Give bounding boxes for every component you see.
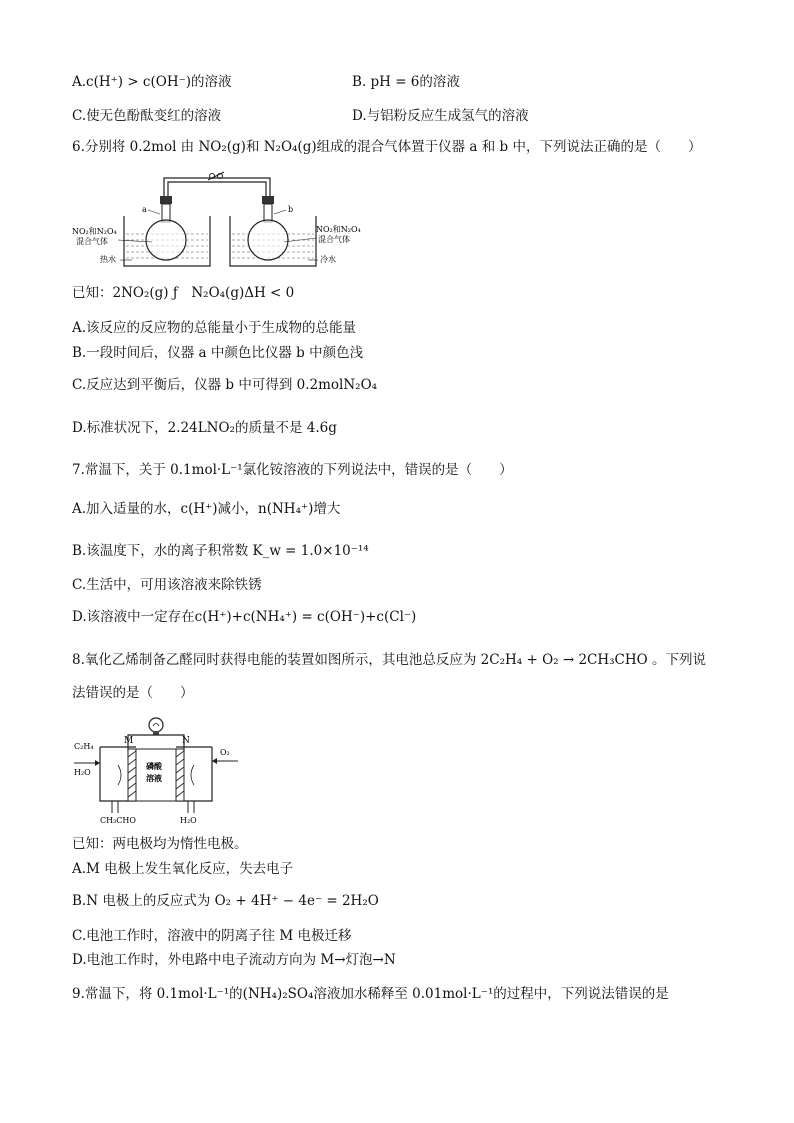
inlet-o2-label: O₂ xyxy=(220,748,230,757)
q5-option-a: A.c(H⁺) > c(OH⁻)的溶液 xyxy=(72,74,232,90)
q6-option-a: A.该反应的反应物的总能量小于生成物的总能量 xyxy=(72,320,357,336)
q5-option-c: C.使无色酚酞变红的溶液 xyxy=(72,108,222,124)
q8-figure xyxy=(72,713,242,825)
left-gas-label: NO₂和N₂O₄ xyxy=(72,227,117,236)
right-water-label: 冷水 xyxy=(320,255,336,264)
outlet-ch3cho-label: CH₃CHO xyxy=(100,816,136,825)
q9-stem: 9.常温下，将 0.1mol·L⁻¹的(NH₄)₂SO₄溶液加水稀释至 0.01mol·L⁻¹的过程中，下列说法错误的是 xyxy=(72,986,669,1002)
electrode-m-label: M xyxy=(124,736,134,746)
q6-known: 已知：2NO₂(g) ƒ N₂O₄(g)ΔH < 0 xyxy=(72,285,295,301)
q8-stem-line1: 8.氧化乙烯制备乙醛同时获得电能的装置如图所示，其电池总反应为 2C₂H₄ + O₂ → 2CH₃CHO 。下列说 xyxy=(72,652,707,668)
q7-option-b: B.该温度下，水的离子积常数 K_w = 1.0×10⁻¹⁴ xyxy=(72,543,369,559)
inlet-c2h4-label: C₂H₄ xyxy=(74,742,94,751)
q6-option-c: C.反应达到平衡后，仪器 b 中可得到 0.2molN₂O₄ xyxy=(72,377,378,393)
q5-option-b: B. pH = 6的溶液 xyxy=(352,74,460,90)
light-bulb-icon xyxy=(149,718,163,735)
right-gas-label: NO₂和N₂O₄ xyxy=(316,225,361,234)
electrolyte-label1: 磷酸 xyxy=(146,761,162,771)
q6-option-b: B.一段时间后，仪器 a 中颜色比仪器 b 中颜色浅 xyxy=(72,345,364,361)
q5-option-d: D.与铝粉反应生成氢气的溶液 xyxy=(352,108,529,124)
right-gas-label2: 混合气体 xyxy=(318,235,350,244)
label-b: b xyxy=(288,205,294,214)
q8-stem-line2: 法错误的是（ ） xyxy=(72,685,194,701)
q7-option-c: C.生活中，可用该溶液来除铁锈 xyxy=(72,577,262,593)
q6-stem: 6.分别将 0.2mol 由 NO₂(g)和 N₂O₄(g)组成的混合气体置于仪器 a 和 b 中，下列说法正确的是（ ） xyxy=(72,139,702,155)
inlet-h2o-label: H₂O xyxy=(74,768,91,777)
electrode-n-label: N xyxy=(182,736,190,746)
left-gas-label2: 混合气体 xyxy=(76,237,108,246)
left-water-label: 热水 xyxy=(100,255,116,264)
electrolyte-label2: 溶液 xyxy=(146,773,162,783)
q8-option-c: C.电池工作时，溶液中的阴离子往 M 电极迁移 xyxy=(72,928,352,944)
q7-option-d: D.该溶液中一定存在c(H⁺)+c(NH₄⁺) = c(OH⁻)+c(Cl⁻) xyxy=(72,609,417,625)
q6-figure xyxy=(72,168,361,272)
q8-known: 已知：两电极均为惰性电极。 xyxy=(72,836,248,852)
outlet-h2o-label: H₂O xyxy=(180,816,197,825)
q8-option-a: A.M 电极上发生氧化反应，失去电子 xyxy=(72,861,294,877)
q8-option-b: B.N 电极上的反应式为 O₂ + 4H⁺ − 4e⁻ = 2H₂O xyxy=(72,893,379,909)
clamp-icon xyxy=(208,172,224,180)
q7-stem: 7.常温下，关于 0.1mol·L⁻¹氯化铵溶液的下列说法中，错误的是（ ） xyxy=(72,462,513,478)
q7-option-a: A.加入适量的水，c(H⁺)减小，n(NH₄⁺)增大 xyxy=(72,501,341,517)
q8-option-d: D.电池工作时，外电路中电子流动方向为 M→灯泡→N xyxy=(72,952,396,968)
q6-option-d: D.标准状况下，2.24LNO₂的质量不是 4.6g xyxy=(72,420,337,436)
label-a: a xyxy=(142,205,147,214)
